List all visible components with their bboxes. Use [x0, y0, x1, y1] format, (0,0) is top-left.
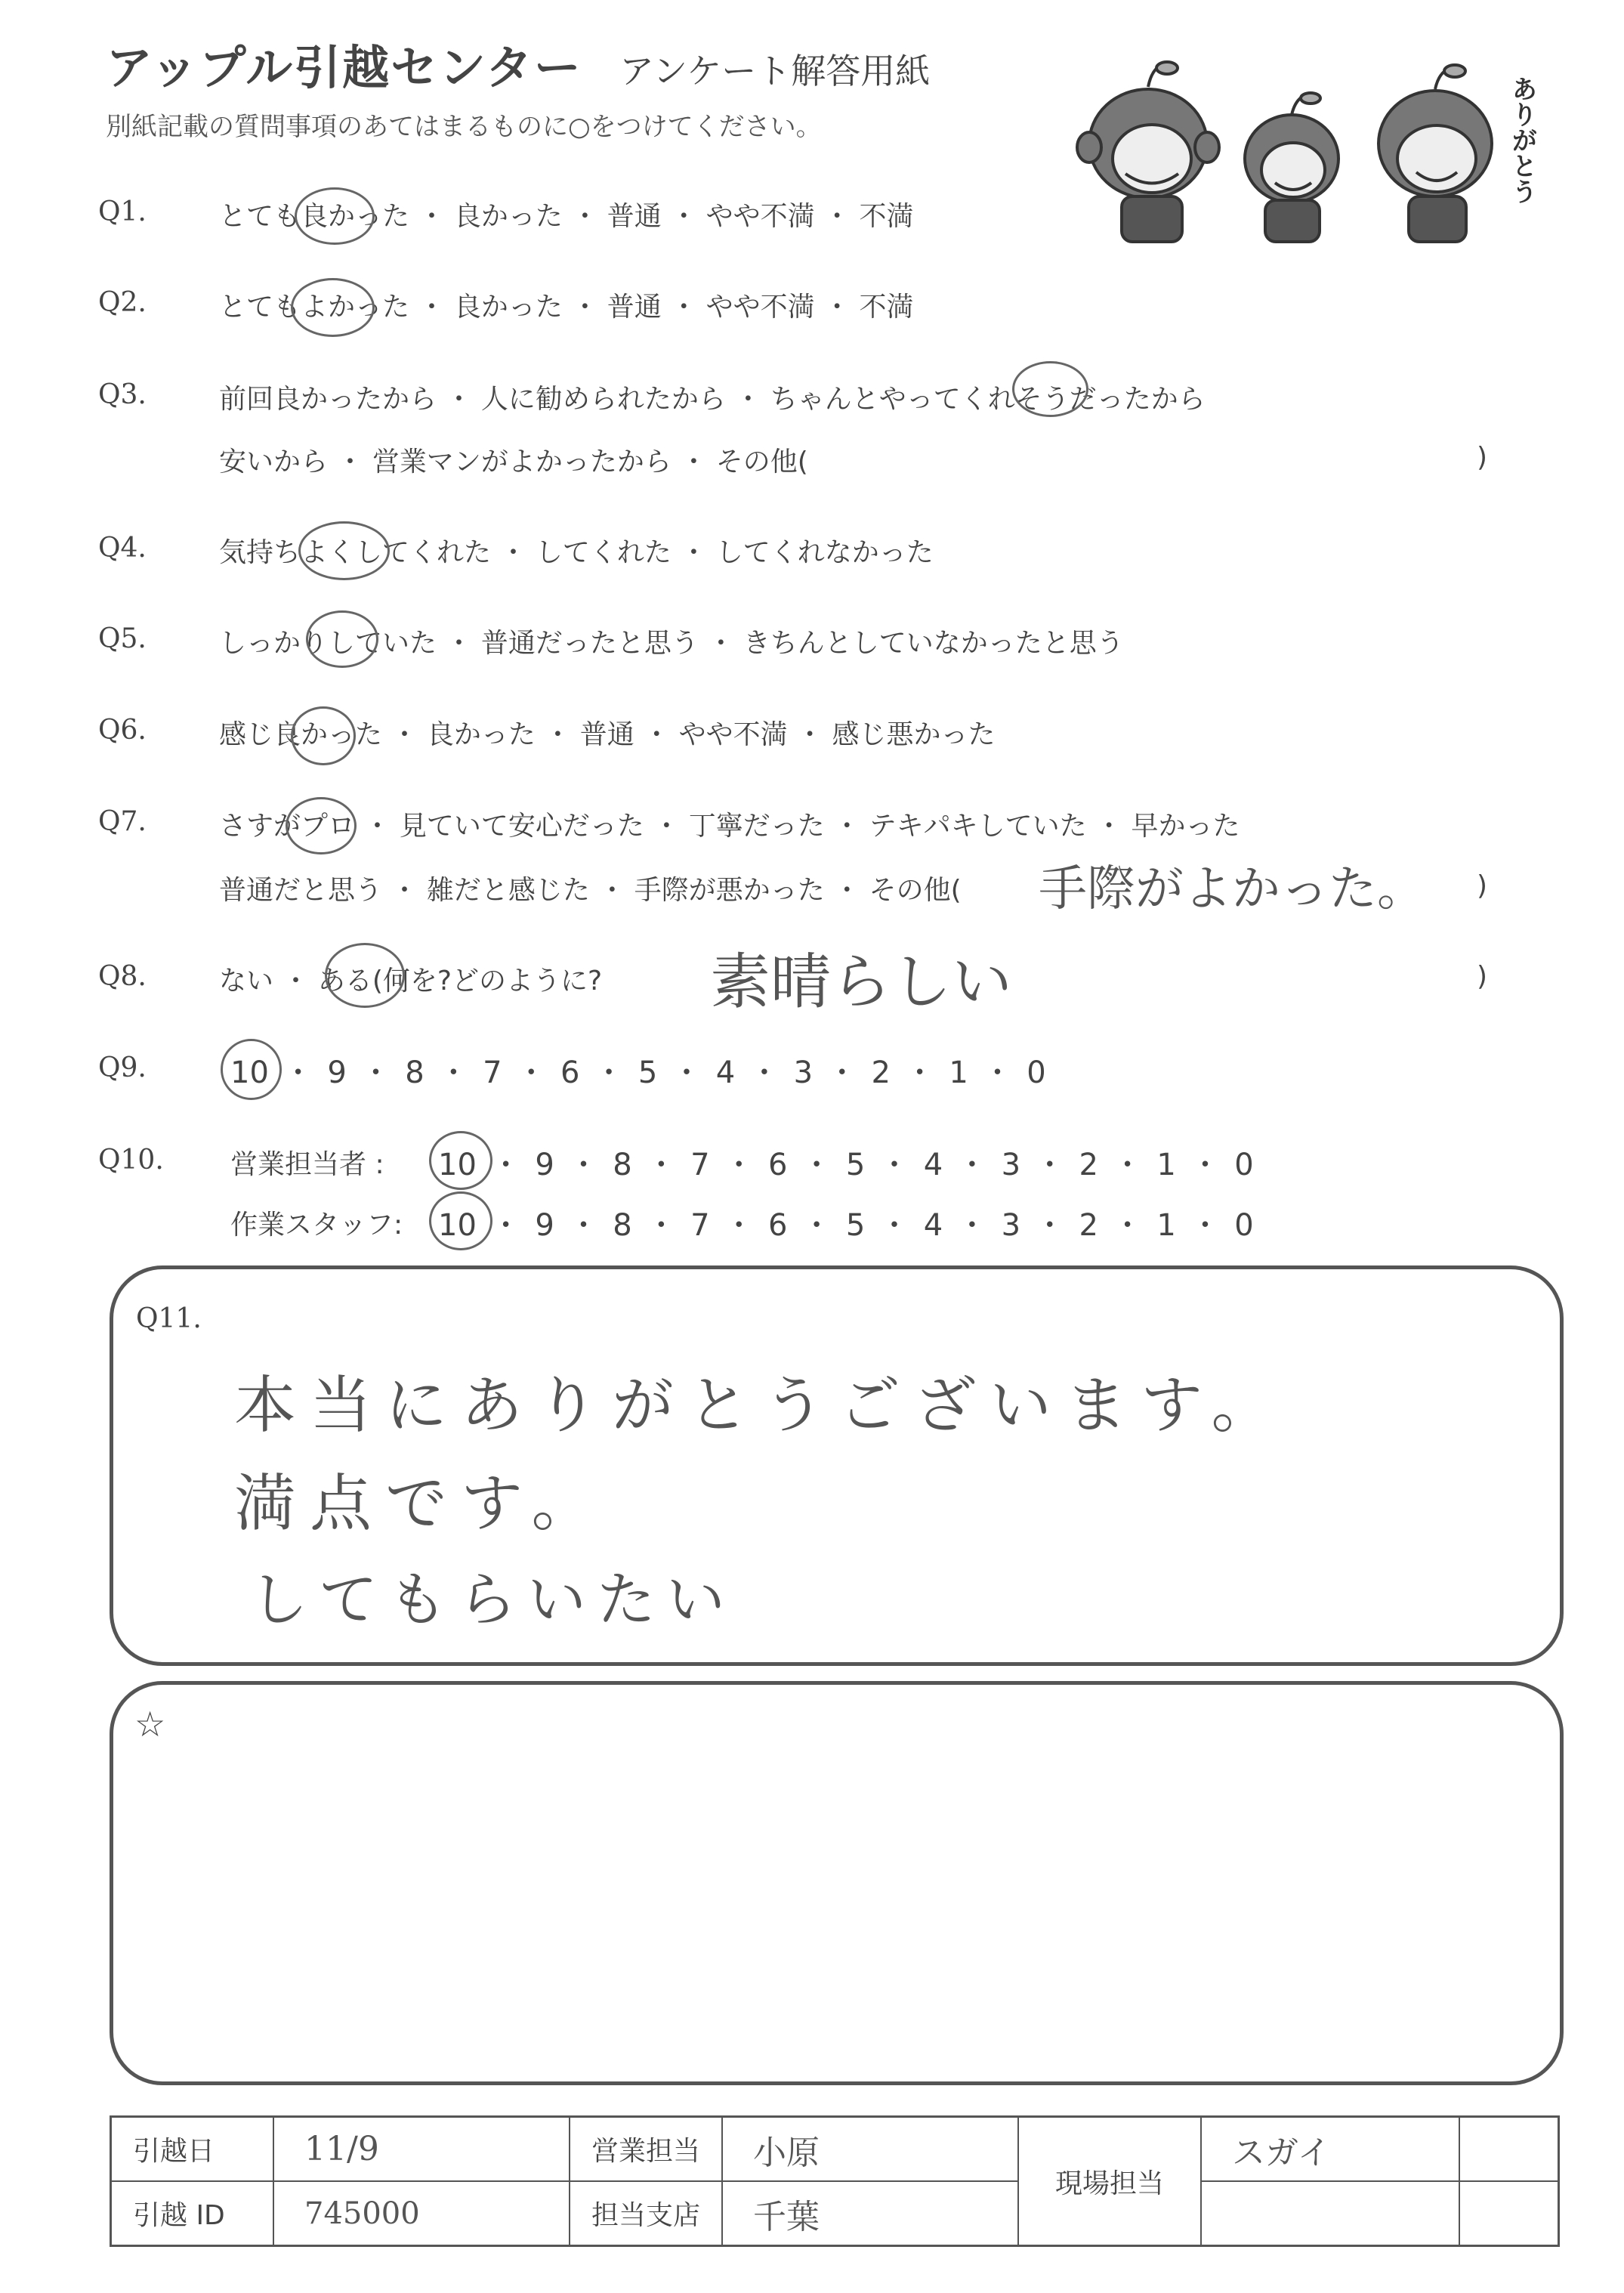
move-id-label: 引越 ID [111, 2181, 274, 2246]
q8-close-paren: ) [1477, 961, 1488, 992]
site-rep-extra-cell-2[interactable] [1201, 2181, 1459, 2246]
q3-options-line2[interactable]: 安いから ・ 営業マンがよかったから ・ その他( [219, 447, 808, 477]
answer-circle-mark [1012, 361, 1088, 417]
sales-rep-label: 営業担当 [570, 2117, 722, 2182]
answer-circle-mark [325, 943, 405, 1008]
q2-label: Q2. [98, 287, 147, 318]
monkey-mascot-icon [1077, 62, 1219, 242]
q8-handwritten-answer: 素晴らしい [710, 947, 1012, 1017]
answer-circle-mark [221, 1039, 282, 1100]
star-icon: ☆ [134, 1704, 166, 1744]
q6-label: Q6. [98, 715, 147, 746]
answer-circle-mark [306, 610, 378, 668]
q1-label: Q1. [98, 196, 147, 227]
branch-label: 担当支店 [570, 2181, 722, 2246]
q2-options[interactable]: とてもよかった ・ 良かった ・ 普通 ・ やや不満 ・ 不満 [219, 292, 914, 323]
branch-value[interactable]: 千葉 [722, 2181, 1018, 2246]
q8-label: Q8. [98, 961, 147, 992]
q7-handwritten-answer: 手際がよかった。 [1039, 861, 1425, 917]
move-id-value[interactable]: 745000 [273, 2181, 570, 2246]
q5-options[interactable]: しっかりしていた ・ 普通だったと思う ・ きちんとしていなかったと思う [219, 628, 1124, 659]
answer-circle-mark [298, 521, 390, 580]
q3-close-paren: ) [1477, 442, 1488, 473]
q10-label: Q10. [98, 1145, 164, 1176]
q8-options[interactable]: ない ・ ある(何を?どのように? [219, 966, 603, 997]
site-rep-extra-cell[interactable] [1459, 2117, 1559, 2182]
q4-options[interactable]: 気持ちよくしてくれた ・ してくれた ・ してくれなかった [219, 537, 934, 568]
q7-close-paren: ) [1477, 870, 1488, 901]
q7-options-line1[interactable]: さすがプロ ・ 見ていて安心だった ・ 丁寧だった ・ テキパキしていた ・ 早かった [219, 811, 1240, 842]
q9-scale[interactable]: 10 ・ 9 ・ 8 ・ 7 ・ 6 ・ 5 ・ 4 ・ 3 ・ 2 ・ 1 ・ 0 [230, 1055, 1046, 1090]
monkey-mascot-icon [1245, 93, 1338, 242]
form-title: アンケート解答用紙 [619, 51, 931, 91]
q7-options-line2[interactable]: 普通だと思う ・ 雑だと感じた ・ 手際が悪かった ・ その他( [219, 875, 962, 906]
q6-options[interactable]: 感じ良かった ・ 良かった ・ 普通 ・ やや不満 ・ 感じ悪かった [219, 719, 996, 750]
q11-comment-line3: してもらいたい [249, 1566, 736, 1634]
q10-sales-scale[interactable]: 10 ・ 9 ・ 8 ・ 7 ・ 6 ・ 5 ・ 4 ・ 3 ・ 2 ・ 1 ・ 0 [438, 1148, 1254, 1182]
answer-circle-mark [429, 1131, 492, 1190]
site-rep-extra-cell-3[interactable] [1459, 2181, 1559, 2246]
answer-circle-mark [291, 706, 356, 765]
q7-label: Q7. [98, 806, 147, 837]
answer-circle-mark [295, 187, 375, 245]
answer-circle-mark [429, 1191, 492, 1250]
site-rep-value[interactable]: スガイ [1201, 2117, 1459, 2182]
q11-label: Q11. [136, 1303, 202, 1334]
move-date-value[interactable]: 11/9 [273, 2117, 570, 2182]
q4-label: Q4. [98, 533, 147, 564]
q5-label: Q5. [98, 623, 147, 654]
monkey-mascot-icon [1379, 65, 1492, 242]
monkey-mascots-illustration [1035, 45, 1548, 249]
q10-sales-label: 営業担当者 : [230, 1149, 384, 1180]
q11-comment-line2: 満点です。 [234, 1468, 607, 1540]
company-name: アップル引越センター [106, 40, 582, 95]
sales-rep-value[interactable]: 小原 [722, 2117, 1018, 2182]
q3-label: Q3. [98, 379, 147, 410]
q3-options-line1[interactable]: 前回良かったから ・ 人に勧められたから ・ ちゃんとやってくれそうだったから [219, 384, 1206, 415]
answer-circle-mark [291, 278, 375, 337]
q10-staff-label: 作業スタッフ: [230, 1210, 403, 1241]
star-comment-box[interactable] [110, 1681, 1564, 2085]
q1-options[interactable]: とても良かった ・ 良かった ・ 普通 ・ やや不満 ・ 不満 [219, 201, 914, 232]
move-info-table [110, 2115, 1560, 2247]
mascot-caption: ありがとう [1507, 76, 1537, 204]
q9-label: Q9. [98, 1052, 147, 1083]
q10-staff-scale[interactable]: 10 ・ 9 ・ 8 ・ 7 ・ 6 ・ 5 ・ 4 ・ 3 ・ 2 ・ 1 ・ 0 [438, 1208, 1254, 1243]
site-rep-label: 現場担当 [1018, 2117, 1201, 2246]
answer-circle-mark [286, 797, 357, 854]
q11-comment-line1: 本当にありがとうございます。 [234, 1370, 1287, 1442]
move-date-label: 引越日 [111, 2117, 274, 2182]
instruction-text: 別紙記載の質問事項のあてはまるものに○をつけてください。 [106, 112, 822, 142]
